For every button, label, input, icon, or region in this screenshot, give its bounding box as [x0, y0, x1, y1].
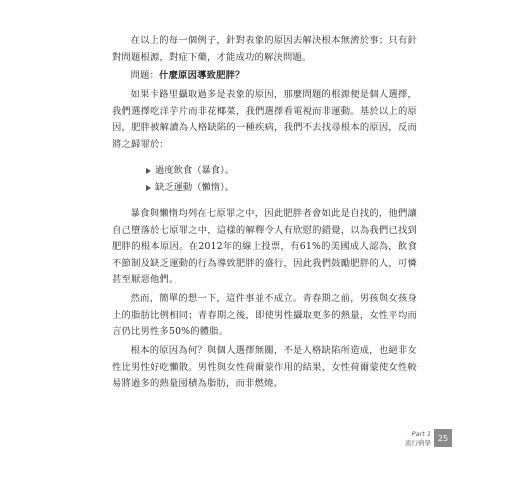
list-item — [146, 163, 234, 180]
question-prefix: 問題： — [130, 70, 160, 81]
footer-part: Part 1 — [411, 430, 431, 438]
paragraph-3: 暴食與懶惰均列在七原罪之中，因此肥胖者會如此是自找的，他們讓自己墮落於七原罪之中，這樣的解釋令人有欣慰的錯覺，以為我們已找到肥胖的根本原因。在2012年的線上投票，有61%的美國成人認為，飲食不節制及缺乏運動的行為導致肥胖的盛行，因此我們鼓勵肥胖的人，可憐甚至厭惡他們。 — [112, 208, 417, 286]
footer-section: 流行病學 — [405, 439, 431, 447]
paragraph-1: 在以上的每一個例子，針對表象的原因去解決根本無濟於事；只有針對問題根源，對症下藥，才能成功的解決問題。 — [112, 35, 417, 63]
paragraph-2: 如果卡路里攝取過多是表象的原因，那麼問題的根源便是個人選擇，我們選擇吃洋芋片而非花椰菜，我們選擇看電視而非運動。基於以上的原因，肥胖被解讀為人格缺陷的一種疾病，我們不去找尋根本的原因，反而將之歸罪於： — [112, 89, 417, 150]
page-number: 25 — [434, 429, 452, 447]
question-heading — [112, 68, 417, 85]
question-text: 什麼原因導致肥胖？ — [159, 70, 245, 81]
list-item — [146, 180, 234, 197]
triangle-bullet-icon — [146, 185, 151, 191]
cause-list — [146, 163, 234, 196]
list-item-text: 過度飲食（暴食）。 — [155, 165, 235, 176]
triangle-bullet-icon — [146, 168, 151, 174]
running-footer — [386, 430, 431, 452]
paragraph-4: 然而，簡單的想一下，這件事並不成立。青春期之前，男孩與女孩身上的脂肪比例相同；青春期之後，即使男性攝取更多的熱量，女性平均而言仍比男性多50%的體脂。 — [112, 293, 417, 338]
list-item-text: 缺乏運動（懶惰）。 — [155, 181, 235, 193]
paragraph-5: 根本的原因為何？與個人選擇無關，不是人格缺陷所造成，也絕非女性比男性好吃懶散。男性與女性荷爾蒙作用的結果，女性荷爾蒙使女性較易將過多的熱量囤積為脂肪，而非燃燒。 — [112, 345, 417, 390]
